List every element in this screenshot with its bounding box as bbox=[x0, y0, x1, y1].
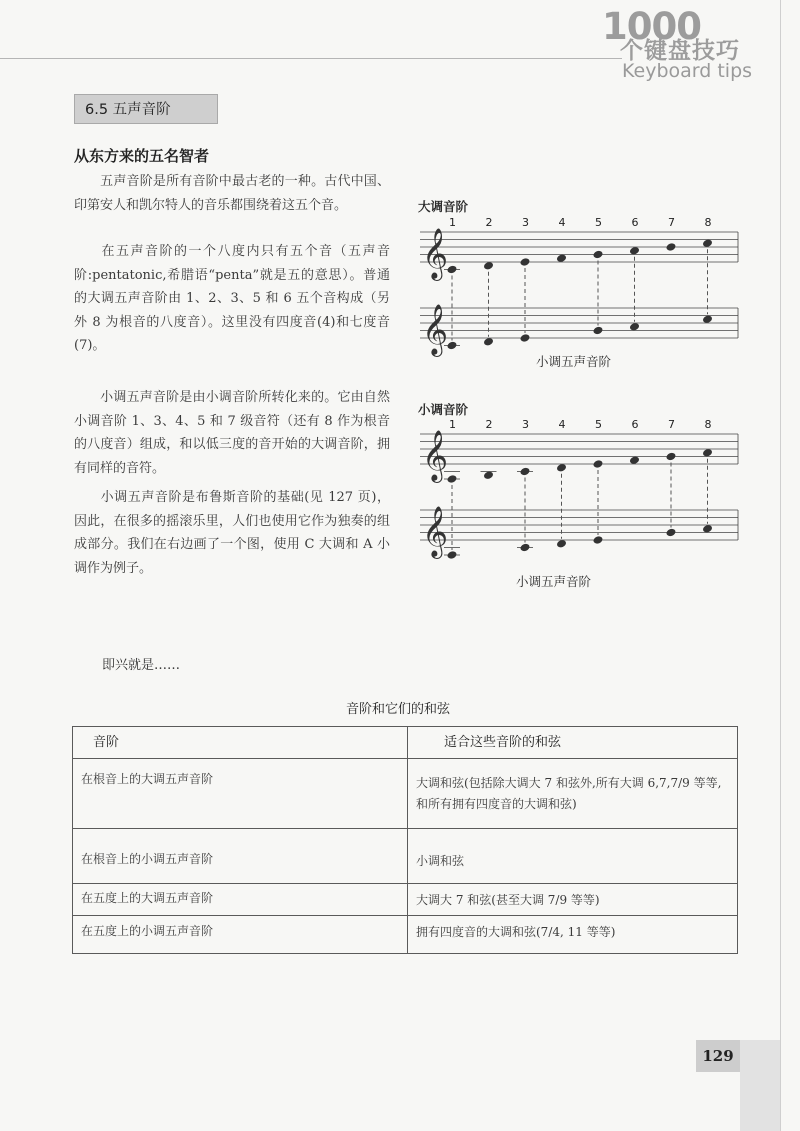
minor-pentatonic-note bbox=[666, 528, 677, 538]
treble-clef-icon: 𝄞 bbox=[422, 430, 449, 481]
improv-text: 即兴就是…… bbox=[102, 658, 181, 673]
paragraph-4-text: 小调五声音阶是布鲁斯音阶的基础(见 127 页)，因此，在很多的摇滚乐里，人们也使用它作为独奏的组成部分。我们在右边画了一个图，使用 C 大调和 A 小调作为例子。 bbox=[74, 490, 390, 576]
major-degree-number: 5 bbox=[595, 216, 602, 229]
chords-cell: 拥有四度音的大调和弦(7/4, 11 等等) bbox=[408, 916, 738, 954]
subheading: 从东方来的五名智者 bbox=[74, 147, 210, 165]
page-edge-rule bbox=[780, 0, 781, 1131]
minor-scale-note bbox=[520, 467, 531, 477]
major-scale-note bbox=[702, 238, 713, 248]
minor-scale-note bbox=[556, 463, 567, 473]
major-degree-number: 7 bbox=[668, 216, 675, 229]
paragraph-1-text: 五声音阶是所有音阶中最古老的一种。古代中国、印第安人和凯尔特人的音乐都围绕着这五个音。 bbox=[74, 174, 390, 213]
scale-cell: 在根音上的大调五声音阶 bbox=[73, 759, 408, 829]
major-degree-number: 6 bbox=[631, 216, 639, 229]
brand-english-title: Keyboard tips bbox=[622, 60, 753, 82]
major-scale-note bbox=[483, 261, 494, 271]
major-scale-figure bbox=[416, 212, 746, 358]
major-degree-number: 3 bbox=[522, 216, 529, 229]
minor-degree-number: 8 bbox=[704, 418, 712, 431]
header-rule bbox=[0, 58, 622, 59]
chords-cell: 小调和弦 bbox=[408, 829, 738, 884]
chords-cell: 大调大 7 和弦(甚至大调 7/9 等等) bbox=[408, 884, 738, 916]
major-degree-number: 2 bbox=[485, 216, 493, 229]
minor-pentatonic-note bbox=[593, 535, 604, 545]
minor-scale-label: 小调音阶 bbox=[418, 402, 469, 417]
table-title: 音阶和它们的和弦 bbox=[346, 702, 451, 717]
minor-scale-note bbox=[702, 448, 713, 458]
major-degree-number: 1 bbox=[449, 216, 456, 229]
minor-degree-number: 7 bbox=[668, 418, 675, 431]
paragraph-2 bbox=[74, 240, 390, 358]
section-heading: 6.5 五声音阶 bbox=[74, 94, 218, 124]
minor-degree-number: 3 bbox=[522, 418, 529, 431]
header-chords: 适合这些音阶的和弦 bbox=[444, 735, 562, 750]
major-scale-note bbox=[520, 257, 531, 267]
major-scale-note bbox=[556, 253, 567, 263]
major-scale-note bbox=[629, 246, 640, 256]
scale-cell: 在根音上的小调五声音阶 bbox=[73, 829, 408, 884]
major-figure-caption: 小调五声音阶 bbox=[536, 354, 612, 369]
minor-pentatonic-note bbox=[702, 524, 713, 534]
paragraph-1 bbox=[74, 170, 390, 217]
table-row bbox=[73, 884, 738, 916]
brand-chinese-title: 个键盘技巧 bbox=[620, 38, 740, 64]
major-pentatonic-note bbox=[629, 322, 640, 332]
major-pentatonic-note bbox=[447, 341, 458, 351]
table-header-cell bbox=[73, 727, 408, 759]
table-row bbox=[73, 829, 738, 884]
page-number-tab-side bbox=[740, 1040, 780, 1131]
table-row bbox=[73, 916, 738, 954]
minor-pentatonic-note bbox=[556, 539, 567, 549]
major-scale-label: 大调音阶 bbox=[418, 199, 469, 214]
minor-degree-number: 2 bbox=[485, 418, 493, 431]
page-number: 129 bbox=[696, 1040, 740, 1072]
minor-scale-note bbox=[483, 470, 494, 480]
minor-pentatonic-note bbox=[447, 550, 458, 560]
minor-degree-number: 1 bbox=[449, 418, 456, 431]
major-pentatonic-note bbox=[702, 314, 713, 324]
minor-scale-figure bbox=[416, 414, 746, 570]
treble-clef-icon: 𝄞 bbox=[422, 228, 449, 279]
table-header-cell bbox=[408, 727, 738, 759]
minor-degree-number: 5 bbox=[595, 418, 602, 431]
brand-number: 1000 bbox=[602, 5, 701, 48]
major-degree-number: 4 bbox=[558, 216, 566, 229]
major-scale-note bbox=[666, 242, 677, 252]
minor-scale-note bbox=[447, 474, 458, 484]
paragraph-2-text: 在五声音阶的一个八度内只有五个音（五声音阶:pentatonic,希腊语“penta”就是五的意思）。普通的大调五声音阶由 1、2、3、5 和 6 五个音构成（另外 8 为根音的八度音）。这里没有四度音(4)和七度音(7)。 bbox=[74, 244, 390, 353]
table-header-row bbox=[73, 727, 738, 759]
paragraph-3 bbox=[74, 386, 390, 480]
scale-cell: 在五度上的大调五声音阶 bbox=[73, 884, 408, 916]
major-pentatonic-note bbox=[483, 337, 494, 347]
major-scale-note bbox=[447, 265, 458, 275]
major-pentatonic-note bbox=[520, 333, 531, 343]
table-row bbox=[73, 759, 738, 829]
major-pentatonic-note bbox=[593, 326, 604, 336]
chords-cell: 大调和弦(包括除大调大 7 和弦外,所有大调 6,7,7/9 等等,和所有拥有四度音的大调和弦) bbox=[408, 759, 738, 829]
paragraph-4 bbox=[74, 486, 390, 580]
minor-scale-note bbox=[593, 459, 604, 469]
minor-scale-note bbox=[629, 455, 640, 465]
scale-cell: 在五度上的小调五声音阶 bbox=[73, 916, 408, 954]
paragraph-3-text: 小调五声音阶是由小调音阶所转化来的。它由自然小调音阶 1、3、4、5 和 7 级音符（还有 8 作为根音的八度音）组成，和以低三度的音开始的大调音阶，拥有同样的音符。 bbox=[74, 390, 390, 476]
major-scale-note bbox=[593, 250, 604, 260]
minor-degree-number: 6 bbox=[631, 418, 639, 431]
minor-figure-caption: 小调五声音阶 bbox=[516, 574, 592, 589]
scales-chords-table bbox=[72, 726, 738, 954]
treble-clef-icon: 𝄞 bbox=[422, 506, 449, 557]
treble-clef-icon: 𝄞 bbox=[422, 304, 449, 355]
minor-scale-note bbox=[666, 452, 677, 462]
minor-degree-number: 4 bbox=[558, 418, 566, 431]
major-degree-number: 8 bbox=[704, 216, 712, 229]
header-scale: 音阶 bbox=[93, 735, 120, 750]
minor-pentatonic-note bbox=[520, 543, 531, 553]
